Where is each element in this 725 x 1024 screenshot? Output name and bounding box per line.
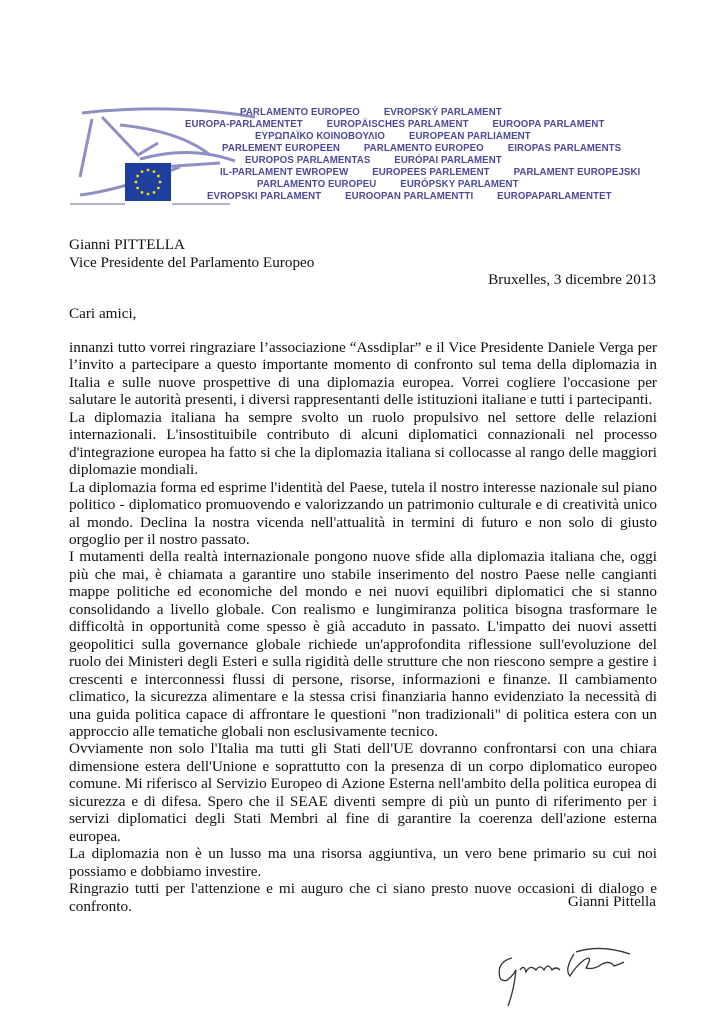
paragraph: Ringrazio tutti per l'attenzione e mi auguro che ci siano presto nuove occasioni di dialogo e confronto. [69,880,657,915]
eu-star [135,181,138,184]
parliament-name: PARLEMENT EUROPEEN [222,142,340,154]
parliament-name: EVROPSKÝ PARLAMENT [383,106,502,118]
eu-star [153,191,156,194]
eu-star [136,175,139,178]
parliament-name: PARLAMENT EUROPEJSKI [513,166,641,178]
letterhead-line [220,166,664,178]
parliament-name: PARLAMENTO EUROPEO [363,142,484,154]
letterhead-line [255,130,555,142]
eu-star [136,187,139,190]
eu-star [157,175,160,178]
closing-name: Gianni Pittella [567,893,656,910]
letter-body [69,339,657,915]
salutation: Cari amici, [69,305,137,322]
eu-flag [125,163,171,201]
parliament-name: EUROPAPARLAMENTET [497,190,612,202]
eu-star [153,170,156,173]
paragraph: I mutamenti della realtà internazionale pongono nuove sfide alla diplomazia italiana che, oggi più che mai, è chiamata a garantire uno stabile inserimento del nostro Paese nelle cangianti mappe politiche ed economiche del mondo e nei nuovi equilibri diplomatici che si stanno consolidando a livello globale. Con realismo e lungimiranza politica bisogna trasformare le difficoltà in opportunità come spesso è già accaduto in passato. L'impatto dei nuovi assetti geopolitici sulla governance globale richiede un'approfondita riflessione sull'evoluzione del ruolo dei Ministeri degli Esteri e sulla rigidità delle strutture che non riescono sempre a gestire i crescenti e interconnessi flussi di persone, risorse, informazioni e finanze. Il cambiamento climatico, la sicurezza alimentare e la stessa crisi finanziaria hanno evidenziato la necessità di una guida politica capace di affrontare le questioni "non tradizionali" di politica estera con un approccio alle tematiche globali non esclusivamente tecnico. [69,548,657,740]
parliament-name: IL-PARLAMENT EWROPEW [220,166,349,178]
parliament-name: EIROPAS PARLAMENTS [507,142,622,154]
paragraph: La diplomazia italiana ha sempre svolto un ruolo propulsivo nel settore delle relazioni internazionali. L'insostituibile contributo di alcuni diplomatici connazionali nel processo d'integrazione europea ha fatto si che la diplomazia italiana si collocasse al rango delle maggiori diplomazie mondiali. [69,408,657,479]
paragraph: Ovviamente non solo l'Italia ma tutti gli Stati dell'UE dovranno confrontarsi con una chiara dimensione estera dell'Unione e soprattutto con la presenza di un corpo diplomatico europeo comune. Mi riferisco al Servizio Europeo di Azione Esterna nell'ambito della politica europea di sicurezza e di difesa. Spero che il SEAE diventi sempre di più un punto di riferimento per i servizi diplomatici degli Stati Membri al fine di garantire la coerenza dell'azione esterna europea. [69,740,657,845]
parliament-name: EUROOPAN PARLAMENTTI [345,190,474,202]
eu-star [141,191,144,194]
letterhead-line [257,178,543,190]
parliament-name: PARLAMENTO EUROPEU [257,178,377,190]
eu-star [157,187,160,190]
letterhead-line [245,154,526,166]
sender-name: Gianni PITTELLA [69,236,185,253]
letterhead-line [207,190,636,202]
eu-stars-icon [125,163,171,201]
letterhead-line [240,106,526,118]
paragraph: La diplomazia forma ed esprime l'identità del Paese, tutela il nostro interesse nazionale sul piano politico - diplomatico promuovendo e valorizzando un patrimonio culturale e di creatività unico al mondo. Declina la nostra vicenda nell'attualità in termini di futuro e non solo di giusto orgoglio per il nostro passato. [69,478,657,548]
parliament-name: EUROPA-PARLAMENTET [185,118,303,130]
eu-star [147,193,150,196]
eu-star [159,181,162,184]
eu-star [141,170,144,173]
sender-title: Vice Presidente del Parlamento Europeo [69,254,315,271]
letterhead-line [222,142,645,154]
parliament-name: EUROPEAN PARLIAMENT [408,130,531,142]
parliament-name: ΕΥΡΩΠΑΪΚΟ ΚΟΙΝΟΒΟΥΛΙΟ [255,130,386,142]
parliament-name: EUROPOS PARLAMENTAS [245,154,371,166]
parliament-name: EVROPSKI PARLAMENT [207,190,322,202]
paragraph: La diplomazia non è un lusso ma una risorsa aggiuntiva, un vero bene primario su cui noi possiamo e dobbiamo investire. [69,845,657,880]
parliament-name: PARLAMENTO EUROPEO [240,106,360,118]
paragraph: innanzi tutto vorrei ringraziare l’associazione “Assdiplar” e il Vice Presidente Daniele Verga per l’invito a partecipare a questo importante momento di confronto sul tema della diplomazia in Italia e sulle nuove prospettive di una diplomazia europea. Vorrei cogliere l'occasione per salutare le autorità presenti, i diversi rappresentanti delle istituzioni italiane e tutti i partecipanti. [69,339,657,409]
parliament-name: EURÓPAI PARLAMENT [394,154,502,166]
parliament-name: EUROPEES PARLEMENT [372,166,490,178]
handwritten-signature [490,940,640,1010]
letter-date: Bruxelles, 3 dicembre 2013 [488,271,656,288]
parliament-name: EUROPÄISCHES PARLAMENT [326,118,469,130]
parliament-name: EUROOPA PARLAMENT [492,118,605,130]
parliament-name: EURÓPSKY PARLAMENT [400,178,519,190]
eu-star [147,169,150,172]
letterhead-line [185,118,628,130]
